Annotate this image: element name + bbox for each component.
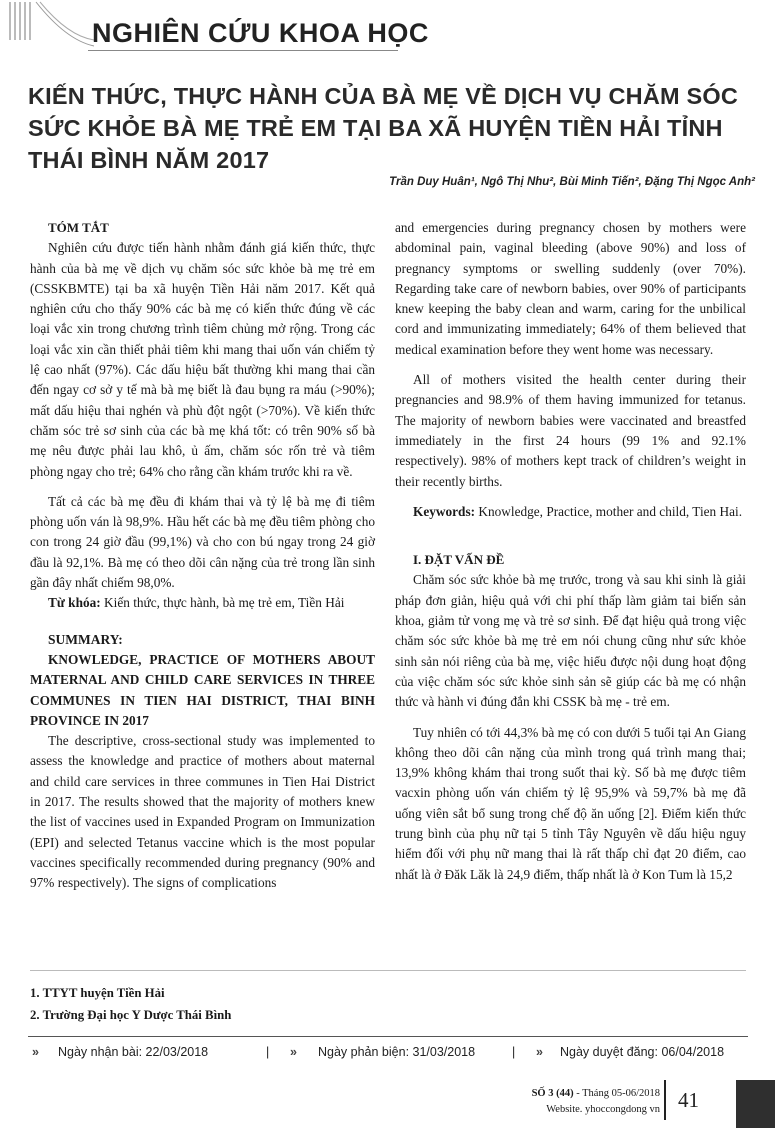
- date-separator: |: [512, 1045, 516, 1059]
- issue-date: - Tháng 05-06/2018: [573, 1088, 660, 1099]
- keywords-label: Từ khóa:: [48, 595, 101, 611]
- keywords-vi: [30, 593, 375, 613]
- page-number: 41: [678, 1088, 699, 1112]
- abstract-paragraph: Nghiên cứu được tiến hành nhằm đánh giá kiến thức, thực hành của bà mẹ về dịch vụ chăm sóc sức khỏe bà mẹ trẻ em (CSSKBMTE) tại ba xã huyện Tiền Hải năm 2017. Kết quả nghiên cứu cho thấy 90% các bà mẹ có kiến thức đúng về các loại vắc xin trong chương trình tiêm chủng mở rộng. Trong các loại vắc xin cần thiết phải tiêm khi mang thai uốn ván chiếm tỷ lệ cao nhất (97%). Các dấu hiệu bất thường khi mang thai cần đến ngay cơ sở y tế mà bà mẹ biết là đau bụng ra máu (>90%); mất dấu hiệu thai nghén và phù đột ngột (>70%). Về kiến thức chăm sóc trẻ sơ sinh của các bà mẹ khá tốt: có trên 90% số bà mẹ nêu được phải lau khô, ủ ấm, chăm sóc rốn trẻ và tiêm phòng ngay cho trẻ; 64% cho rằng cần khám trước khi ra về.: [30, 240, 375, 479]
- body-paragraph: Chăm sóc sức khỏe bà mẹ trước, trong và sau khi sinh là giải pháp đơn giản, hiệu quả với chi phí thấp làm giảm tai biến sản khoa, giảm tử vong mẹ và trẻ sơ sinh. Để đạt hiệu quả trong việc chăm sóc sức khỏe bà mẹ trẻ em nói chung cũng như sức khỏe sinh sản nói riêng của bà mẹ, việc hiểu được nội dung hoạt động của việc chăm sóc sức khỏe sinh sản sẽ giúp các bà mẹ có nhận thức và hành vi đúng đắn khi CSSK bà mẹ - trẻ em.: [395, 572, 746, 710]
- chevron-icon: »: [536, 1045, 543, 1059]
- website: Website. yhoccongdong vn: [546, 1104, 660, 1115]
- abstract-heading: TÓM TẮT: [48, 220, 109, 235]
- keywords-en: [395, 502, 746, 522]
- right-column: [395, 218, 746, 885]
- header-rule: [88, 50, 398, 51]
- keywords-text: Knowledge, Practice, mother and child, Tien Hai.: [475, 503, 743, 519]
- section-heading: I. ĐẶT VẤN ĐỀ: [413, 552, 505, 568]
- date-received: Ngày nhận bài: 22/03/2018: [58, 1045, 209, 1059]
- header-decoration-icon: [6, 0, 96, 55]
- keywords-label: Keywords:: [413, 503, 476, 519]
- chevron-icon: »: [290, 1045, 297, 1059]
- affiliation-1: 1. TTYT huyện Tiền Hải: [30, 986, 165, 1000]
- affiliations: [30, 982, 231, 1026]
- section-title: NGHIÊN CỨU KHOA HỌC: [92, 18, 429, 48]
- summary-title: KNOWLEDGE, PRACTICE OF MOTHERS ABOUT MATERNAL AND CHILD CARE SERVICES IN THREE COMMUNES IN TIEN HAI DISTRICT, THAI BINH PROVINCE IN 2017: [30, 651, 375, 728]
- summary-paragraph: and emergencies during pregnancy chosen by mothers were abdominal pain, vaginal bleeding (above 90%) and loss of pregnancy symptoms or swelling suddenly (over 70%). Regarding take care of newborn babies, over 90% of participants knew keeping the baby clean and warm, caring for the unbilical cord and immunizating immediately; 64% of them believed that medical examination before they went home was necessary.: [395, 220, 746, 357]
- footer-divider: [664, 1080, 666, 1120]
- issue-number: SỐ 3 (44): [531, 1088, 574, 1099]
- dates-rule: [28, 1036, 748, 1037]
- date-reviewed: Ngày phản biện: 31/03/2018: [318, 1045, 476, 1059]
- footer-issue: [470, 1086, 660, 1118]
- date-separator: |: [266, 1045, 270, 1059]
- affiliation-2: 2. Trường Đại học Y Dược Thái Bình: [30, 1008, 232, 1022]
- summary-paragraph: All of mothers visited the health center during their pregnancies and 98.9% of them having immunized for tetanus. The majority of newborn babies were vaccinated and breastfed immediately in the first 24 hours (99 1% and 92.1% respectively). 98% of mothers kept track of children’s weight in their recently births.: [395, 372, 746, 489]
- left-column: [30, 218, 375, 894]
- article-title: KIẾN THỨC, THỰC HÀNH CỦA BÀ MẸ VỀ DỊCH VỤ CHĂM SÓC SỨC KHỎE BÀ MẸ TRẺ EM TẠI BA XÃ HUYỆN TIỀN HẢI TỈNH THÁI BÌNH NĂM 2017: [28, 83, 739, 173]
- affiliation-rule: [30, 970, 746, 971]
- abstract-paragraph: Tất cả các bà mẹ đều đi khám thai và tỷ lệ bà mẹ đi tiêm phòng uốn ván là 98,9%. Hầu hết các bà mẹ đều tiêm phòng cho con trong 24 giờ đầu (99,1%) và cho con bú ngay trong 24 giờ đầu là 92,1%. Bà mẹ có theo dõi cân nặng của trẻ trong lần sinh gần đây nhất chiếm 98,0%.: [30, 493, 375, 591]
- date-approved: Ngày duyệt đăng: 06/04/2018: [560, 1045, 725, 1059]
- chevron-icon: »: [32, 1045, 39, 1059]
- article-authors: Trần Duy Huân¹, Ngô Thị Nhu², Bùi Minh Tiến², Đặng Thị Ngọc Anh²: [389, 176, 755, 188]
- summary-paragraph: The descriptive, cross-sectional study was implemented to assess the knowledge and practice of mothers about maternal and child care services in three communes in Tien Hai District in 2017. The results showed that the majority of mothers knew the list of vaccines used in Expanded Program on Immunization (EPI) and selected Tetanus vaccine which is the most popular vaccines specifically recommended during pregnancy (90% and 97% respectively). The signs of complications: [30, 733, 375, 891]
- page-tab: [736, 1080, 775, 1128]
- keywords-text: Kiến thức, thực hành, bà mẹ trẻ em, Tiền Hải: [100, 595, 345, 611]
- summary-heading: SUMMARY:: [48, 631, 123, 647]
- body-paragraph: Tuy nhiên có tới 44,3% bà mẹ có con dưới 5 tuổi tại An Giang không theo dõi cân nặng của mình trong quá trình mang thai; 13,9% không khám thai trong suốt thai kỳ. Số bà mẹ được tiêm vacxin phòng uốn ván chiếm tỷ lệ 95,9% và 59,7% bà mẹ đã uống viên sắt bổ sung trong chế độ ăn uống [2]. Điểm kiến thức trung bình của phụ nữ tại 5 tỉnh Tây Nguyên về dấu hiệu nguy hiểm đối với phụ nữ mang thai là rất thấp chỉ đạt 20 điểm, cao nhất là ở Đăk Lăk là 24,9 điểm, thấp nhất là ở Kon Tum là 15,2: [395, 724, 746, 882]
